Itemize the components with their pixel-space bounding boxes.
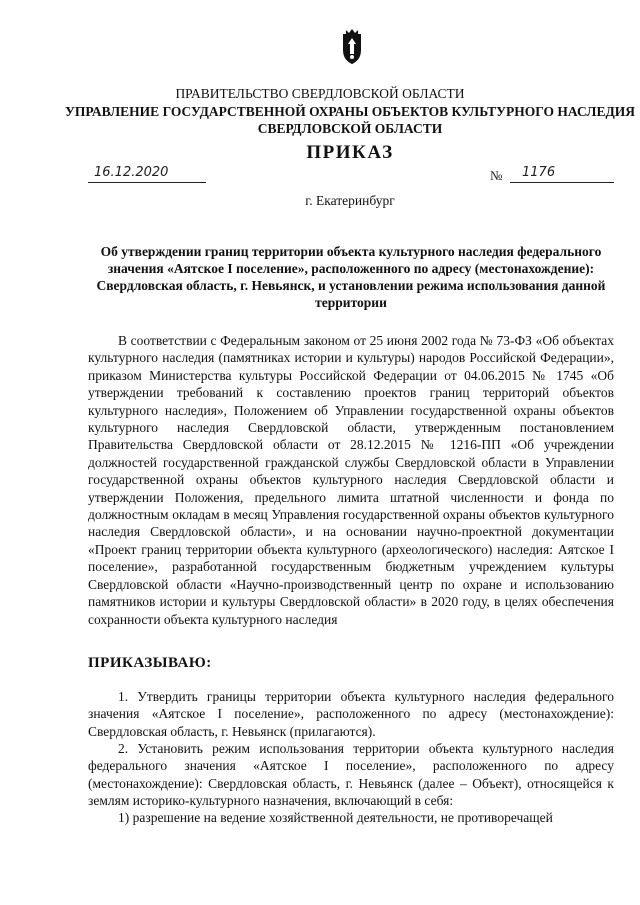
order-subitem-1: 1) разрешение на ведение хозяйственной деятельности, не противоречащей bbox=[118, 810, 553, 825]
department-name: УПРАВЛЕНИЕ ГОСУДАРСТВЕННОЙ ОХРАНЫ ОБЪЕКТОВ КУЛЬТУРНОГО НАСЛЕДИЯ СВЕРДЛОВСКОЙ ОБЛАСТИ bbox=[64, 104, 636, 136]
number-sign: № bbox=[490, 168, 503, 183]
government-name: ПРАВИТЕЛЬСТВО СВЕРДЛОВСКОЙ ОБЛАСТИ bbox=[175, 86, 465, 101]
number-line bbox=[510, 165, 614, 183]
city: г. Екатеринбург bbox=[305, 193, 395, 208]
order-item-1: 1. Утвердить границы территории объекта культурного наследия федерального значения «Аятское I поселение», расположенного по адресу (местонахождение): Свердловская область, г. Невьянск (прилагаются). bbox=[88, 689, 614, 739]
preamble-paragraph: В соответствии с Федеральным законом от 25 июня 2002 года № 73-ФЗ «Об объектах культурного наследия (памятниках истории и культуры) народов Российской Федерации», приказом Министерства культуры Российской Федерации от 04.06.2015 № 1745 «Об утверждении требований к составлению проектов границ территорий объектов культурного наследия», Положением об Управлении государственной охраны объектов культурного наследия Свердловской области, утвержденным постановлением Правительства Свердловской области от 28.12.2015 № 1216-ПП «Об учреждении должностей государственной гражданской службы Свердловской области в Управлении государственной охраны объектов культурного наследия Свердловской области и утверждении Положения, предельного лимита штатной численности и фонда по должностным окладам в месяц Управления государственной охраны объектов культурного наследия Свердловской области», и на основании научно-проектной документации «Проект границ территории объекта культурного (археологического) наследия: Аятское I поселение», разработанной государственным бюджетным учреждением культуры Свердловской области «Научно-производственный центр по охране и использованию памятников истории и культуры Свердловской области» в 2020 году, в целях обеспечения сохранности объекта культурного наследия bbox=[88, 333, 614, 627]
order-subject: Об утверждении границ территории объекта культурного наследия федерального значения «Аятское I поселение», расположенного по адресу (местонахождение): Свердловская область, г. Невьянск, и установлении режима использования данной территории bbox=[96, 244, 606, 310]
order-date: 16.12.2020 bbox=[94, 165, 169, 180]
coat-of-arms-icon bbox=[338, 26, 366, 66]
date-line bbox=[88, 165, 206, 183]
order-item-2: 2. Установить режим использования территории объекта культурного наследия федерального значения «Аятское I поселение», расположенного по адресу (местонахождение): Свердловская область, г. Невьянск (далее – Объект), относящейся к землям историко-культурного назначения, включающий в себя: bbox=[88, 741, 614, 809]
order-heading: ПРИКАЗЫВАЮ: bbox=[88, 655, 212, 671]
order-number: 1176 bbox=[522, 165, 556, 180]
document-type: ПРИКАЗ bbox=[306, 142, 394, 163]
